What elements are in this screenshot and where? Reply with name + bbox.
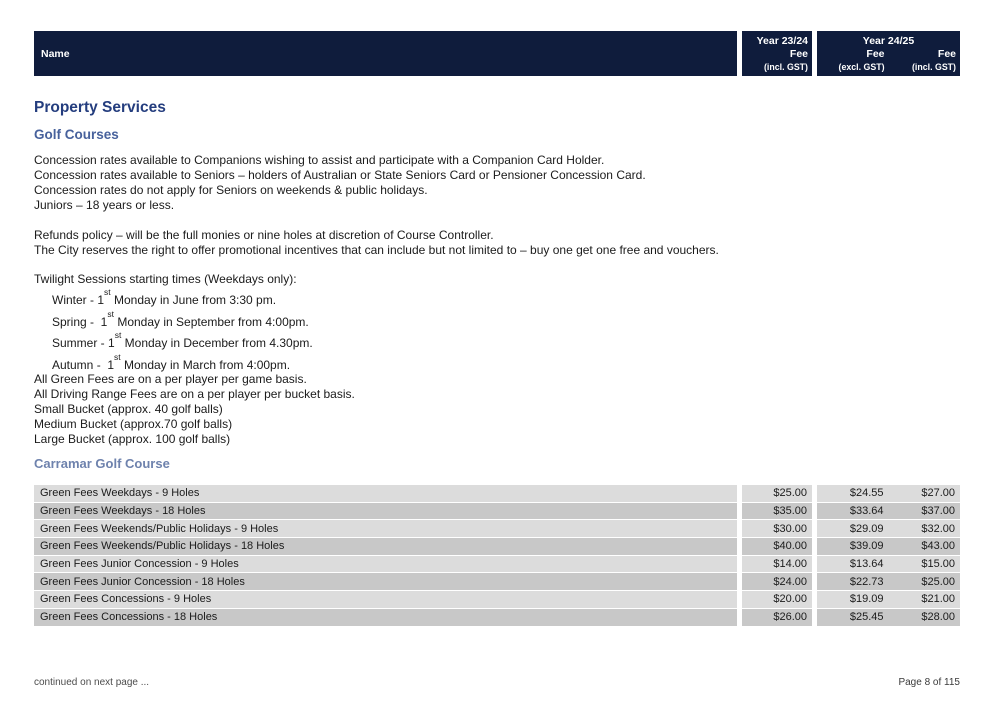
paragraph-line: Juniors – 18 years or less. (34, 198, 175, 212)
refunds-policy-paragraph (34, 228, 719, 258)
table-title: Carramar Golf Course (34, 456, 170, 471)
fee-table-header (34, 31, 960, 76)
header-fee-incl-24-25-label: Fee (937, 48, 956, 60)
fee-24-25-excl-cell: $25.45 (849, 611, 884, 624)
fee-24-25-cells (817, 556, 960, 573)
fee-name-cell: Green Fees Junior Concession - 18 Holes (34, 573, 737, 590)
table-row (34, 520, 960, 537)
fee-23-24-cell: $26.00 (742, 609, 812, 626)
fee-24-25-incl-cell: $27.00 (921, 487, 955, 500)
header-24-25-gst-row (817, 61, 960, 74)
fee-24-25-excl-cell: $24.55 (849, 487, 884, 500)
subsection-heading: Golf Courses (34, 127, 119, 142)
header-year-24-25-cell (817, 31, 960, 76)
ordinal-superscript: st (107, 308, 114, 319)
fee-name-cell: Green Fees Concessions - 9 Holes (34, 591, 737, 608)
paragraph-line: All Green Fees are on a per player per game basis. (34, 372, 307, 386)
table-row (34, 573, 960, 590)
ordinal-superscript: st (114, 330, 122, 340)
fee-24-25-excl-cell: $33.64 (849, 505, 884, 518)
fee-24-25-cells (817, 485, 960, 502)
fee-24-25-incl-cell: $43.00 (921, 540, 955, 553)
page-number: Page 8 of 115 (898, 677, 960, 688)
table-row (34, 485, 960, 502)
header-year-24-25-label: Year 24/25 (862, 35, 915, 47)
fee-23-24-cell: $40.00 (742, 538, 812, 555)
green-fees-table (34, 485, 960, 626)
fee-name-cell: Green Fees Weekdays - 18 Holes (34, 503, 737, 520)
ordinal-superscript: st (104, 287, 111, 297)
header-24-25-fee-row (817, 48, 960, 61)
fee-23-24-cell: $25.00 (742, 485, 812, 502)
fee-name-cell: Green Fees Weekdays - 9 Holes (34, 485, 737, 502)
twilight-line-summer (52, 331, 313, 353)
fee-23-24-cell: $24.00 (742, 573, 812, 590)
twilight-line-autumn (52, 353, 313, 375)
fee-name-cell: Green Fees Junior Concession - 9 Holes (34, 556, 737, 573)
twilight-line-winter (52, 288, 313, 310)
fee-24-25-cells (817, 538, 960, 555)
fee-23-24-cell: $20.00 (742, 591, 812, 608)
twilight-text: Monday in March from 4:00pm. (120, 357, 291, 372)
table-row (34, 591, 960, 608)
paragraph-line: The City reserves the right to offer promotional incentives that can include but not limited to – buy one get one free and vouchers. (34, 243, 719, 257)
fee-24-25-cells (817, 609, 960, 626)
paragraph-line: Refunds policy – will be the full monies or nine holes at discretion of Course Controller. (34, 228, 494, 242)
fee-24-25-cells (817, 591, 960, 608)
paragraph-line: Concession rates do not apply for Seniors on weekends & public holidays. (34, 183, 428, 197)
header-gst-incl-24-25-label: (incl. GST) (912, 62, 956, 72)
fee-name-cell: Green Fees Weekends/Public Holidays - 18 Holes (34, 538, 737, 555)
header-name-cell (34, 31, 737, 76)
fee-24-25-incl-cell: $32.00 (921, 522, 955, 535)
paragraph-line: Medium Bucket (approx.70 golf balls) (34, 417, 233, 431)
header-fee-incl-23-24-label: Fee (789, 48, 808, 60)
twilight-text: Monday in September from 4:00pm. (113, 314, 309, 329)
fees-basis-paragraph (34, 372, 355, 447)
fee-24-25-cells (817, 503, 960, 520)
fee-24-25-excl-cell: $19.09 (849, 593, 884, 606)
fee-24-25-excl-cell: $22.73 (849, 575, 884, 588)
header-year-23-24-cell (742, 31, 812, 76)
table-row (34, 609, 960, 626)
paragraph-line: Small Bucket (approx. 40 golf balls) (34, 402, 223, 416)
fee-24-25-excl-cell: $39.09 (849, 540, 884, 553)
twilight-text: Winter - 1 (52, 293, 105, 307)
fee-23-24-cell: $14.00 (742, 556, 812, 573)
fee-23-24-cell: $35.00 (742, 503, 812, 520)
twilight-text: Autumn - 1 (52, 357, 115, 372)
page-footer (34, 677, 960, 688)
fee-24-25-excl-cell: $13.64 (849, 558, 884, 571)
twilight-sessions-list (52, 288, 313, 374)
header-name-label: Name (41, 47, 70, 60)
fee-24-25-incl-cell: $25.00 (921, 575, 955, 588)
header-gst-incl-23-24-label: (incl. GST) (764, 62, 808, 72)
fee-24-25-incl-cell: $21.00 (921, 593, 955, 606)
header-gst-excl-24-25-label: (excl. GST) (838, 62, 885, 72)
paragraph-line: Concession rates available to Companions wishing to assist and participate with a Companion Card Holder. (34, 153, 605, 167)
header-fee-excl-24-25-label: Fee (866, 48, 885, 60)
paragraph-line: Concession rates available to Seniors – holders of Australian or State Seniors Card or Pensioner Concession Card. (34, 168, 646, 182)
fee-name-cell: Green Fees Weekends/Public Holidays - 9 Holes (34, 520, 737, 537)
fee-name-cell: Green Fees Concessions - 18 Holes (34, 609, 737, 626)
fee-24-25-cells (817, 520, 960, 537)
section-heading: Property Services (34, 99, 166, 116)
twilight-text: Monday in December from 4.30pm. (121, 336, 313, 350)
fee-24-25-incl-cell: $15.00 (921, 558, 955, 571)
paragraph-line: Large Bucket (approx. 100 golf balls) (34, 432, 231, 446)
table-row (34, 556, 960, 573)
fee-24-25-cells (817, 573, 960, 590)
twilight-line-spring (52, 310, 313, 332)
twilight-sessions-intro: Twilight Sessions starting times (Weekdays only): (34, 272, 297, 286)
header-year-23-24-label: Year 23/24 (756, 35, 808, 47)
twilight-text: Summer - 1 (52, 336, 115, 350)
ordinal-superscript: st (114, 351, 121, 362)
fee-24-25-excl-cell: $29.09 (849, 522, 884, 535)
concession-notes-paragraph (34, 153, 646, 213)
fee-23-24-cell: $30.00 (742, 520, 812, 537)
paragraph-line: All Driving Range Fees are on a per player per bucket basis. (34, 387, 355, 401)
twilight-text: Spring - 1 (52, 314, 108, 329)
table-row (34, 503, 960, 520)
twilight-text: Monday in June from 3:30 pm. (110, 293, 277, 307)
table-row (34, 538, 960, 555)
continued-note: continued on next page ... (34, 677, 150, 688)
fee-24-25-incl-cell: $28.00 (921, 611, 955, 624)
fee-24-25-incl-cell: $37.00 (921, 505, 955, 518)
